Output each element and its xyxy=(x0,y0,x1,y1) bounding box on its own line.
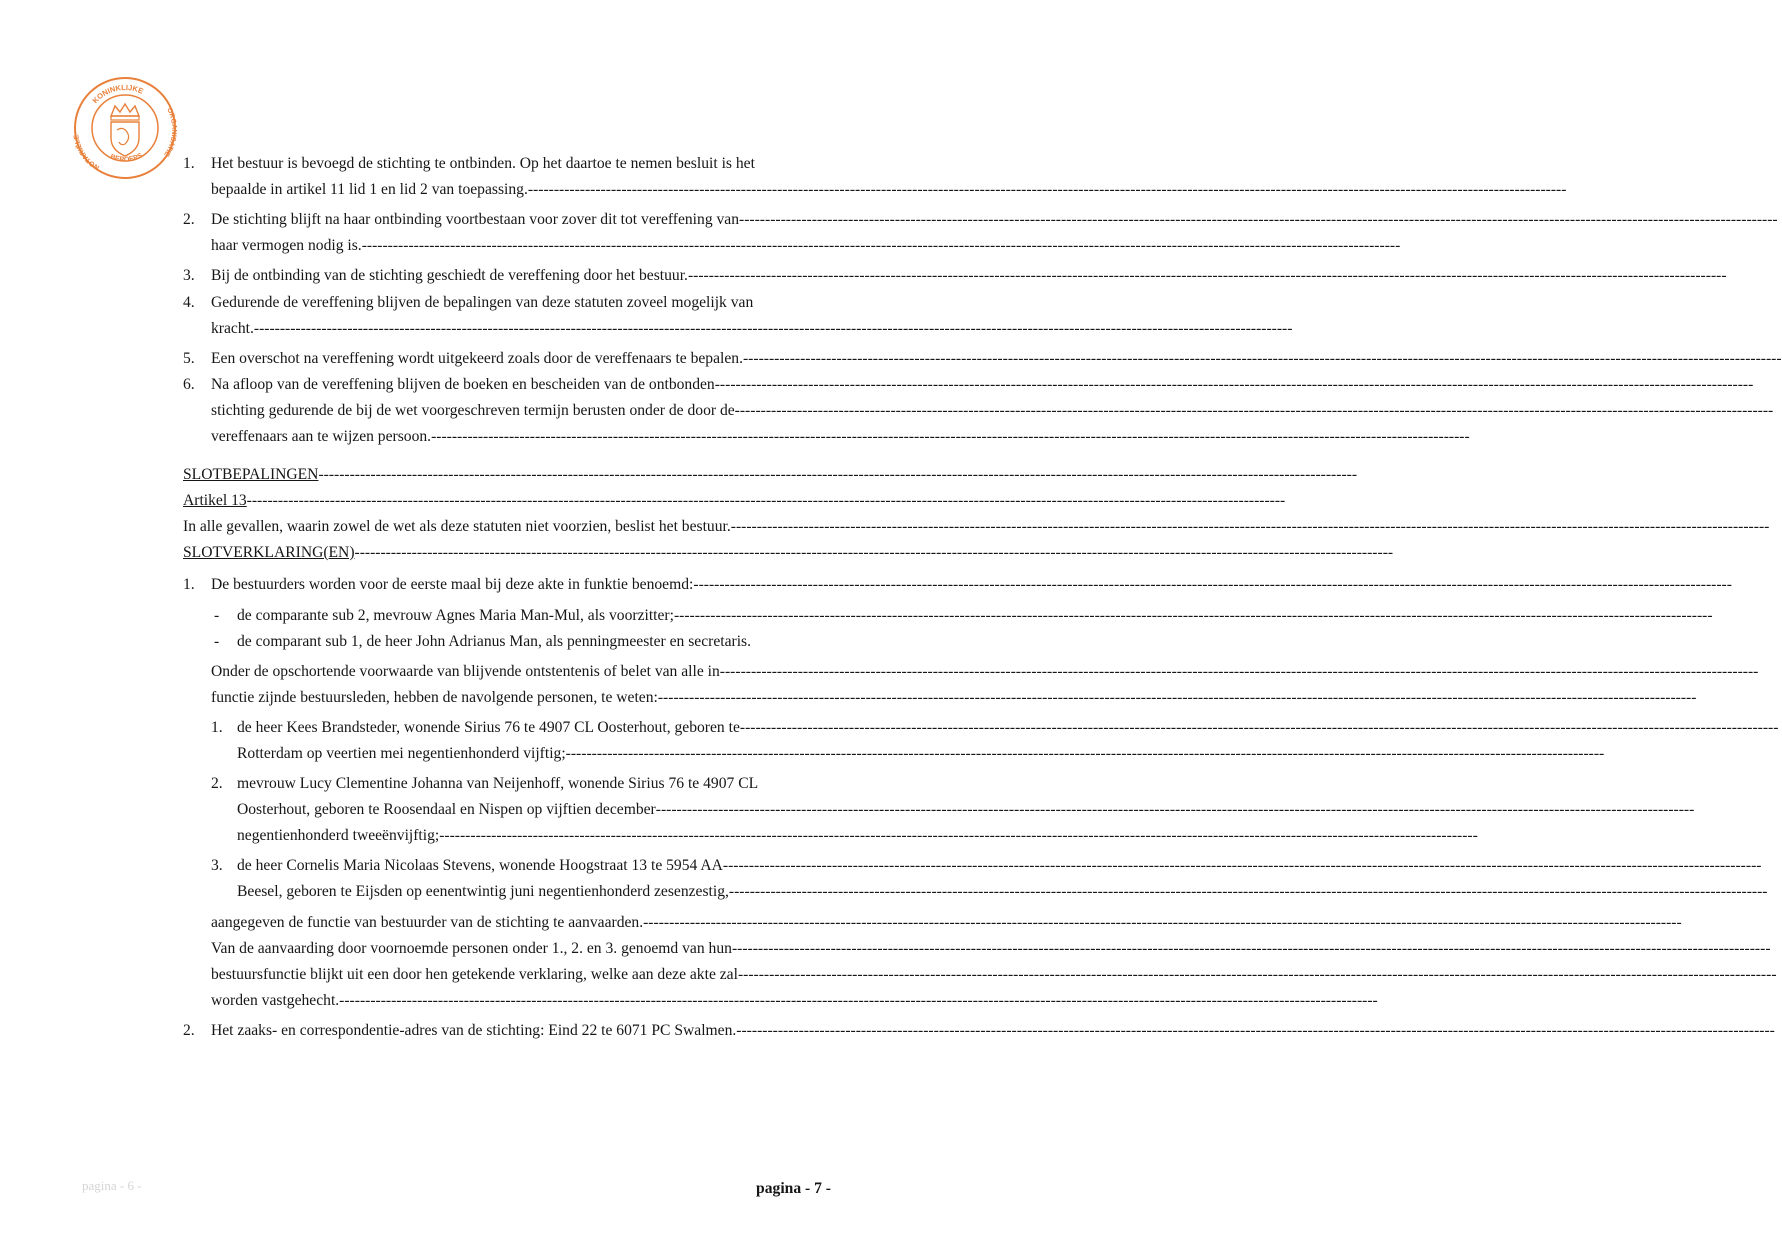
slotverklaring-heading: SLOTVERKLARING(EN) xyxy=(183,544,355,561)
condition-text: Onder de opschortende voorwaarde van blijvende ontstentenis of belet van alle in xyxy=(211,663,720,680)
bullet-line xyxy=(237,629,823,655)
dash-filler: -------------------------------------------------------------------------------------------------------------------------------------------------------------------------------------------------------- xyxy=(439,827,1478,844)
dash-filler: -------------------------------------------------------------------------------------------------------------------------------------------------------------------------------------------------------- xyxy=(719,663,1759,680)
dash-filler: -------------------------------------------------------------------------------------------------------------------------------------------------------------------------------------------------------- xyxy=(657,689,1697,706)
article-13-heading: Artikel 13 xyxy=(183,492,247,509)
text-line xyxy=(211,316,1293,342)
item2-text: Het zaaks- en correspondentie-adres van de stichting: Eind 22 te 6071 PC Swalmen. xyxy=(211,1022,737,1039)
dash-filler: -------------------------------------------------------------------------------------------------------------------------------------------------------------------------------------------------------- xyxy=(714,376,1754,393)
text-line xyxy=(211,372,1754,398)
after-text: worden vastgehecht. xyxy=(211,992,340,1009)
line-text: Een overschot na vereffening wordt uitgekeerd zoals door de vereffenaars te bepalen. xyxy=(211,350,743,367)
dash-filler: -------------------------------------------------------------------------------------------------------------------------------------------------------------------------------------------------------- xyxy=(693,576,1732,593)
after-line xyxy=(211,910,1682,936)
item-number: 5. xyxy=(183,350,195,367)
text-line xyxy=(237,741,1605,767)
dash-filler: -------------------------------------------------------------------------------------------------------------------------------------------------------------------------------------------------------- xyxy=(565,745,1605,762)
text-line xyxy=(237,853,1762,879)
dash-filler: -------------------------------------------------------------------------------------------------------------------------------------------------------------------------------------------------------- xyxy=(361,237,1401,254)
dash-filler: -------------------------------------------------------------------------------------------------------------------------------------------------------------------------------------------------------- xyxy=(734,402,1774,419)
condition-text: functie zijnde bestuursleden, hebben de navolgende personen, te weten: xyxy=(211,689,658,706)
dash-filler: -------------------------------------------------------------------------------------------------------------------------------------------------------------------------------------------------------- xyxy=(354,544,1394,561)
svg-text:BEROEPS: BEROEPS xyxy=(109,152,144,164)
dash-filler: -------------------------------------------------------------------------------------------------------------------------------------------------------------------------------------------------------- xyxy=(730,518,1770,535)
item-number: 6. xyxy=(183,376,195,393)
bleed-through-page-number: pagina - 6 - xyxy=(82,1178,142,1193)
dash-filler: -------------------------------------------------------------------------------------------------------------------------------------------------------------------------------------------------------- xyxy=(687,267,1727,284)
item-number: 1. xyxy=(211,719,223,736)
dash-filler: -------------------------------------------------------------------------------------------------------------------------------------------------------------------------------------------------------- xyxy=(722,857,1762,874)
after-text: bestuursfunctie blijkt uit een door hen getekende verklaring, welke aan deze akte zal xyxy=(211,966,738,983)
dash-filler: -------------------------------------------------------------------------------------------------------------------------------------------------------------------------------------------------------- xyxy=(742,350,1782,367)
dash-filler: -------------------------------------------------------------------------------------------------------------------------------------------------------------------------------------------------------- xyxy=(728,883,1768,900)
item-number: 2. xyxy=(183,211,195,228)
after-text: aangegeven de functie van bestuurder van de stichting te aanvaarden. xyxy=(211,914,644,931)
dash-filler: -------------------------------------------------------------------------------------------------------------------------------------------------------------------------------------------------------- xyxy=(739,211,1778,228)
after-line xyxy=(211,936,1771,962)
after-text: Van de aanvaarding door voornoemde personen onder 1., 2. en 3. genoemd van hun xyxy=(211,940,732,957)
text-line xyxy=(211,263,1727,289)
page-number: pagina - 7 - xyxy=(756,1180,831,1197)
dash-filler: -------------------------------------------------------------------------------------------------------------------------------------------------------------------------------------------------------- xyxy=(527,181,1567,198)
dash-filler: -------------------------------------------------------------------------------------------------------------------------------------------------------------------------------------------------------- xyxy=(339,992,1378,1009)
after-line xyxy=(211,962,1777,988)
text-line xyxy=(237,771,823,797)
item-number: 3. xyxy=(183,267,195,284)
line-text: haar vermogen nodig is. xyxy=(211,237,362,254)
line-text: stichting gedurende de bij de wet voorgeschreven termijn berusten onder de door de xyxy=(211,402,735,419)
dash-filler: -------------------------------------------------------------------------------------------------------------------------------------------------------------------------------------------------------- xyxy=(246,492,1286,509)
item-number: 4. xyxy=(183,294,195,311)
text-line xyxy=(211,207,1778,233)
after-line xyxy=(211,988,1378,1014)
line-text: Oosterhout, geboren te Roosendaal en Nispen op vijftien december xyxy=(237,801,656,818)
slotbepalingen-heading: SLOTBEPALINGEN xyxy=(183,466,319,483)
text-line xyxy=(211,346,1782,372)
article-13-text-line xyxy=(183,514,1770,540)
line-text: bepaalde in artikel 11 lid 1 en lid 2 van toepassing. xyxy=(211,181,528,198)
text-line xyxy=(211,424,1470,450)
svg-text:ORGANISATIE: ORGANISATIE xyxy=(162,106,177,158)
item2-line xyxy=(211,1018,1775,1044)
item-number: 1. xyxy=(183,576,195,593)
text-line xyxy=(211,151,823,177)
line-text: Na afloop van de vereffening blijven de boeken en bescheiden van de ontbonden xyxy=(211,376,715,393)
text-line xyxy=(237,879,1768,905)
article-13-text: In alle gevallen, waarin zowel de wet als deze statuten niet voorzien, beslist het bestuur. xyxy=(183,518,731,535)
text-line xyxy=(237,797,1695,823)
item1-intro-line xyxy=(211,572,1732,598)
dash-filler: -------------------------------------------------------------------------------------------------------------------------------------------------------------------------------------------------------- xyxy=(253,320,1293,337)
bullet-dash: - xyxy=(214,607,220,624)
dash-filler: -------------------------------------------------------------------------------------------------------------------------------------------------------------------------------------------------------- xyxy=(431,428,1470,445)
slotverklaring-heading-line xyxy=(183,540,1394,566)
item1-intro-text: De bestuurders worden voor de eerste maal bij deze akte in funktie benoemd: xyxy=(211,576,694,593)
line-text: vereffenaars aan te wijzen persoon. xyxy=(211,428,432,445)
dash-filler: -------------------------------------------------------------------------------------------------------------------------------------------------------------------------------------------------------- xyxy=(731,940,1771,957)
dash-filler: -------------------------------------------------------------------------------------------------------------------------------------------------------------------------------------------------------- xyxy=(673,607,1713,624)
dash-filler: -------------------------------------------------------------------------------------------------------------------------------------------------------------------------------------------------------- xyxy=(736,1022,1775,1039)
line-text: de heer Kees Brandsteder, wonende Sirius 76 te 4907 CL Oosterhout, geboren te xyxy=(237,719,740,736)
condition-line xyxy=(211,685,1697,711)
svg-text:NOTARIËLE: NOTARIËLE xyxy=(73,134,101,171)
article-heading-line xyxy=(183,488,1286,514)
text-line xyxy=(211,177,1567,203)
line-text: Het bestuur is bevoegd de stichting te ontbinden. Op het daartoe te nemen besluit is het xyxy=(211,155,755,172)
line-text: kracht. xyxy=(211,320,254,337)
bullet-line xyxy=(237,603,1713,629)
text-line xyxy=(211,398,1774,424)
text-line xyxy=(211,290,823,316)
line-text: Bij de ontbinding van de stichting geschiedt de vereffening door het bestuur. xyxy=(211,267,688,284)
bullet-text: de comparant sub 1, de heer John Adrianus Man, als penningmeester en secretaris. xyxy=(237,633,751,650)
bullet-text: de comparante sub 2, mevrouw Agnes Maria Man-Mul, als voorzitter; xyxy=(237,607,674,624)
dash-filler: -------------------------------------------------------------------------------------------------------------------------------------------------------------------------------------------------------- xyxy=(318,466,1358,483)
notarial-seal-logo xyxy=(73,76,177,180)
text-line xyxy=(237,823,1478,849)
line-text: Rotterdam op veertien mei negentienhonderd vijftig; xyxy=(237,745,566,762)
item-number: 2. xyxy=(183,1022,195,1039)
line-text: Beesel, geboren te Eijsden op eenentwintig juni negentienhonderd zesenzestig, xyxy=(237,883,729,900)
svg-text:KONINKLIJKE: KONINKLIJKE xyxy=(90,82,145,106)
dash-filler: -------------------------------------------------------------------------------------------------------------------------------------------------------------------------------------------------------- xyxy=(739,719,1779,736)
bullet-dash: - xyxy=(214,633,220,650)
item-number: 1. xyxy=(183,155,195,172)
text-line xyxy=(237,715,1779,741)
line-text: Gedurende de vereffening blijven de bepalingen van deze statuten zoveel mogelijk van xyxy=(211,294,754,311)
dash-filler: -------------------------------------------------------------------------------------------------------------------------------------------------------------------------------------------------------- xyxy=(655,801,1695,818)
dash-filler: -------------------------------------------------------------------------------------------------------------------------------------------------------------------------------------------------------- xyxy=(737,966,1777,983)
slotbepalingen-heading-line xyxy=(183,462,1358,488)
line-text: De stichting blijft na haar ontbinding voortbestaan voor zover dit tot vereffening van xyxy=(211,211,740,228)
item-number: 2. xyxy=(211,775,223,792)
condition-line xyxy=(211,659,1759,685)
item-number: 3. xyxy=(211,857,223,874)
line-text: mevrouw Lucy Clementine Johanna van Neijenhoff, wonende Sirius 76 te 4907 CL xyxy=(237,775,759,792)
text-line xyxy=(211,233,1401,259)
dash-filler: -------------------------------------------------------------------------------------------------------------------------------------------------------------------------------------------------------- xyxy=(643,914,1682,931)
line-text: negentienhonderd tweeënvijftig; xyxy=(237,827,440,844)
line-text: de heer Cornelis Maria Nicolaas Stevens, wonende Hoogstraat 13 te 5954 AA xyxy=(237,857,723,874)
